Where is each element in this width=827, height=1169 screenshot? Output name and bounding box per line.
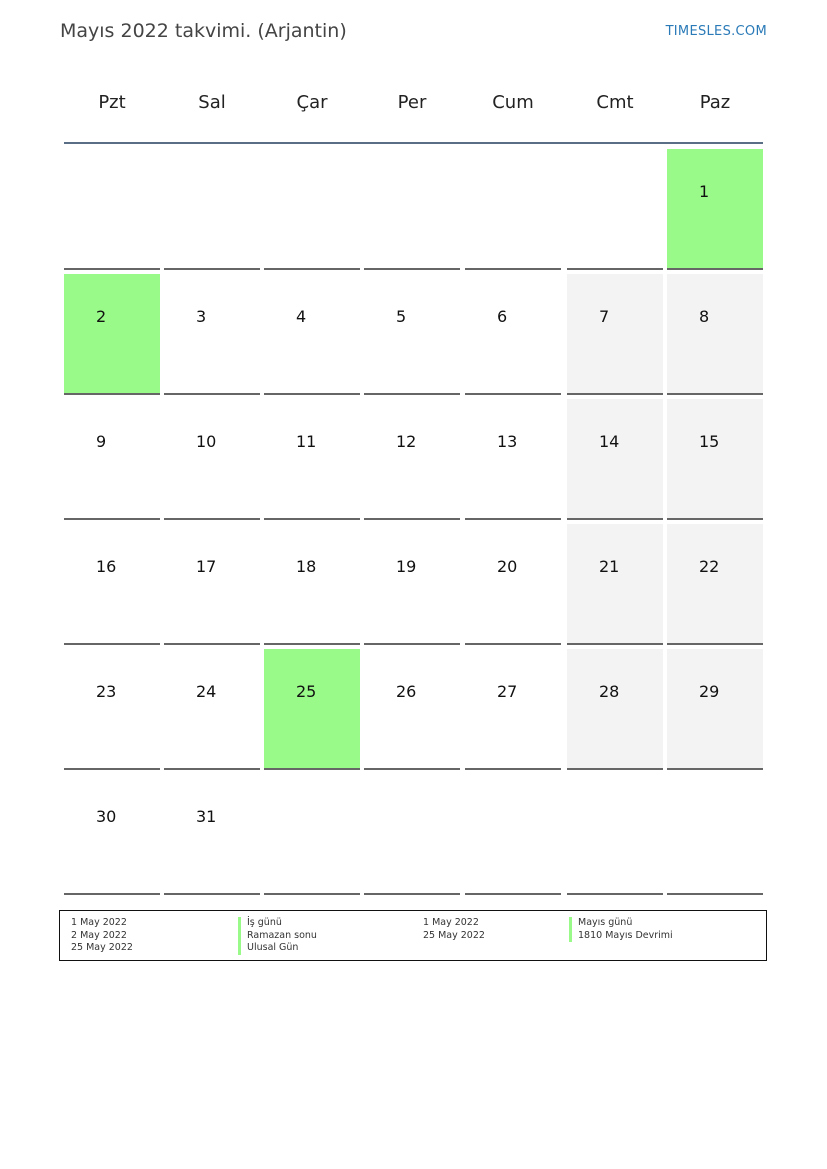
calendar-day-14 [567,399,663,520]
legend-names-right [569,917,673,942]
calendar-day-16 [64,524,160,645]
calendar-day-empty [364,774,460,895]
day-number: 13 [497,432,518,451]
calendar-day-empty [164,149,260,270]
weekday-label: Cum [492,92,534,113]
legend-holiday-name: İş günü [238,917,317,930]
calendar-day-27 [465,649,561,770]
weekday-label: Pzt [98,92,126,113]
weekday-label: Sal [198,92,226,113]
calendar-grid [64,149,764,895]
legend-holiday-name: Mayıs günü [569,917,673,930]
calendar-day-empty [465,774,561,895]
day-number: 20 [497,557,518,576]
weekday-header [64,82,764,126]
day-number: 14 [599,432,620,451]
calendar-day-13 [465,399,561,520]
weekday-label: Per [397,92,427,113]
calendar-day-empty [667,774,763,895]
weekday-label: Cmt [596,92,634,113]
calendar-day-29 [667,649,763,770]
calendar-day-30 [64,774,160,895]
calendar-day-empty [64,149,160,270]
legend-date: 1 May 2022 [71,917,127,928]
day-number: 15 [699,432,720,451]
day-number: 17 [196,557,217,576]
day-number: 5 [396,307,407,326]
day-number: 4 [296,307,307,326]
day-number: 1 [699,182,710,201]
calendar-day-31 [164,774,260,895]
holiday-legend [59,910,767,961]
day-number: 27 [497,682,518,701]
day-number: 25 [296,682,317,701]
weekday-label: Çar [296,92,328,113]
legend-date: 25 May 2022 [71,942,133,953]
calendar-day-3 [164,274,260,395]
calendar-day-7 [567,274,663,395]
legend-date: 25 May 2022 [423,929,485,941]
calendar-day-5 [364,274,460,395]
legend-date: 2 May 2022 [71,929,127,941]
calendar-day-18 [264,524,360,645]
calendar-day-2 [64,274,160,395]
page-title: Mayıs 2022 takvimi. (Arjantin) [60,20,347,42]
calendar-day-empty [567,774,663,895]
calendar-day-26 [364,649,460,770]
legend-dates-right [423,917,485,942]
day-number: 3 [196,307,207,326]
day-number: 10 [196,432,217,451]
day-number: 2 [96,307,107,326]
day-number: 18 [296,557,317,576]
calendar-day-4 [264,274,360,395]
calendar-day-empty [364,149,460,270]
calendar-day-19 [364,524,460,645]
calendar-day-22 [667,524,763,645]
day-number: 22 [699,557,720,576]
calendar-day-1 [667,149,763,270]
calendar-day-12 [364,399,460,520]
legend-dates-left [71,917,133,955]
legend-holiday-name: Ramazan sonu [238,930,317,943]
day-number: 7 [599,307,610,326]
legend-holiday-name: 1810 Mayıs Devrimi [569,930,673,943]
calendar-day-6 [465,274,561,395]
brand-link[interactable]: TIMESLES.COM [665,24,767,39]
day-number: 26 [396,682,417,701]
calendar-day-10 [164,399,260,520]
calendar-day-21 [567,524,663,645]
day-number: 30 [96,807,117,826]
calendar-day-8 [667,274,763,395]
day-number: 31 [196,807,217,826]
calendar-day-28 [567,649,663,770]
day-number: 21 [599,557,620,576]
calendar-day-empty [567,149,663,270]
day-number: 29 [699,682,720,701]
day-number: 24 [196,682,217,701]
calendar-day-9 [64,399,160,520]
legend-holiday-name: Ulusal Gün [238,942,317,955]
calendar-day-24 [164,649,260,770]
day-number: 8 [699,307,710,326]
calendar-day-17 [164,524,260,645]
day-number: 28 [599,682,620,701]
calendar-day-25 [264,649,360,770]
day-number: 9 [96,432,107,451]
header-divider [64,142,763,144]
day-number: 23 [96,682,117,701]
calendar-day-15 [667,399,763,520]
calendar-day-empty [465,149,561,270]
day-number: 11 [296,432,317,451]
calendar-day-empty [264,774,360,895]
legend-names-left [238,917,317,955]
weekday-label: Paz [699,92,731,113]
calendar-day-11 [264,399,360,520]
calendar-day-empty [264,149,360,270]
day-number: 16 [96,557,117,576]
day-number: 19 [396,557,417,576]
calendar-day-23 [64,649,160,770]
calendar-day-20 [465,524,561,645]
legend-date: 1 May 2022 [423,917,479,928]
day-number: 6 [497,307,508,326]
day-number: 12 [396,432,417,451]
